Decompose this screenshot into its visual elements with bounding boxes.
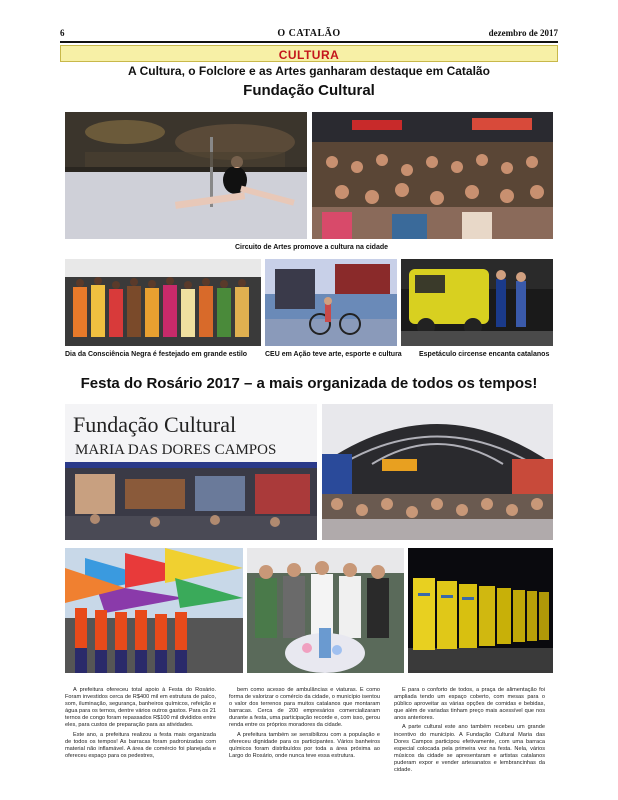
article-paragraph: Este ano, a prefeitura realizou a festa mais organizada de todos os tempos! As barracas foram padronizadas com material não inflamável. A área de comércio foi planejada e ofereceu espaço para os pedestres, bbox=[65, 731, 216, 759]
photo-consciencia-negra bbox=[65, 259, 261, 346]
photo-ballet-dancer bbox=[65, 112, 307, 239]
section-band bbox=[60, 45, 558, 62]
page-header bbox=[60, 28, 558, 40]
issue-date: dezembro de 2017 bbox=[488, 28, 558, 38]
caption-circuito-artes: Circuito de Artes promove a cultura na cidade bbox=[235, 244, 389, 251]
article-paragraph: E para o conforto de todos, a praça de alimentação foi ampliada tendo um espaço coberto, com mesas para o público aproveitar as várias opções de comidas e bebidas, que além de variadas tinham preço mais acessível que nos anos anteriores. bbox=[394, 687, 545, 722]
caption-consciencia-negra: Dia da Consciência Negra é festejado em grande estilo bbox=[65, 351, 248, 358]
article-paragraph: bem como acesso de ambulâncias e viaturas. E como forma de valorizar o comércio da cidade, o município isentou o valor dos terrenos para muitos catalanos que montaram barracas. Cerca de 200 empresários comercializaram durante a festa, uma participação recorde e, com isso, gerou renda entre os próprios moradores da cidade. bbox=[229, 687, 380, 729]
article-paragraph: A prefeitura também se sensibilizou com a população e ofereceu dignidade para os participantes. Vários banheiros químicos foram distribuídos por toda a área próxima ao Largo do Rosário, onde nunca teve essa estrutura. bbox=[229, 731, 380, 759]
caption-circense: Espetáculo circense encanta catalanos bbox=[419, 351, 550, 358]
page-number: 6 bbox=[60, 28, 65, 38]
header-rule bbox=[60, 41, 558, 43]
headline: A Cultura, o Folclore e as Artes ganharam destaque em Catalão bbox=[128, 64, 490, 78]
photo-authorities bbox=[247, 548, 404, 673]
publication-name: O CATALÃO bbox=[277, 28, 341, 39]
article-column-2 bbox=[229, 687, 380, 762]
photo-circense bbox=[401, 259, 553, 346]
article-paragraph: A prefeitura ofereceu total apoio à Festa do Rosário. Foram investidos cerca de R$400 mil em estrutura de palco, som, iluminação, segurança, banheiros químicos, refeição e água para os ternos, dentre vários outros gastos. Para os 21 ternos de congo foram repassados R$100 mil divididos entre eles, para custos de preparação para as atividades. bbox=[65, 687, 216, 729]
photo-audience bbox=[312, 112, 553, 239]
subheadline: Fundação Cultural bbox=[243, 82, 375, 99]
article-column-3 bbox=[394, 687, 545, 776]
banner-line1: Fundação Cultural bbox=[73, 412, 237, 437]
headline-festa-rosario: Festa do Rosário 2017 – a mais organizada de todos os tempos! bbox=[80, 375, 538, 392]
section-title: CULTURA bbox=[278, 48, 340, 62]
photo-congada-flags bbox=[65, 548, 243, 673]
photo-portable-toilets bbox=[408, 548, 553, 673]
caption-ceu-em-acao: CEU em Ação teve arte, esporte e cultura bbox=[265, 351, 402, 358]
article-paragraph: A parte cultural este ano também recebeu um grande incentivo do município. A Fundação Cultural Maria das Dores Campos participou efetivamente, com uma barraca especial colocada pela primeira vez na festa. Nela, vários músicos da cidade se apresentaram e artistas catalanos puderam expor e vender artesanatos e lembrancinhas da cidade. bbox=[394, 724, 545, 774]
article-column-1 bbox=[65, 687, 216, 762]
photo-tent-crowd bbox=[322, 404, 553, 540]
banner-line2: MARIA DAS DORES CAMPOS bbox=[75, 442, 277, 458]
photo-fundacao-banner bbox=[65, 404, 317, 540]
photo-ceu-em-acao bbox=[265, 259, 397, 346]
